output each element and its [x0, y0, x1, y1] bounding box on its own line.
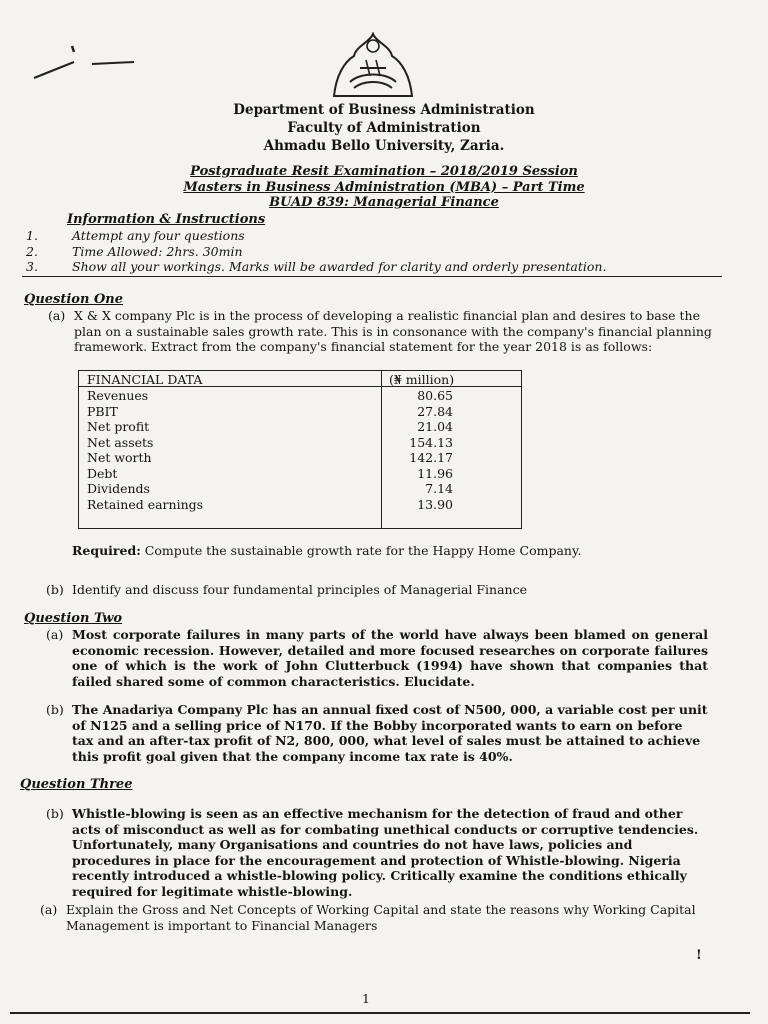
course-title: BUAD 839: Managerial Finance [269, 195, 499, 210]
instructions-list [26, 228, 606, 275]
q1-part-b [46, 582, 722, 598]
q2-b-text: The Anadariya Company Plc has an annual fixed cost of N500, 000, a variable cost per unit of N125 and a selling price of N170. If the Bobby incorporated wants to earn on before tax and an after-tax profit of N2, 800, 000, what level of sales must be attained to achieve this profit goal given that the company income tax rate is 40%. [72, 702, 708, 764]
q3-part-a [40, 902, 708, 933]
table-row: Revenues 80.65 [87, 388, 453, 403]
instruction-item: 3. Show all your workings. Marks will be awarded for clarity and orderly presentation. [26, 259, 607, 274]
university-logo [330, 32, 416, 100]
institution-header [0, 101, 768, 155]
q2-part-a [46, 627, 708, 689]
exam-details [0, 164, 768, 211]
col-financial-data: FINANCIAL DATA [87, 372, 203, 387]
q3-b-text: Whistle-blowing is seen as an effective mechanism for the detection of fraud and other acts of misconduct as well as for combating unethical conducts or corruptive tendencies. Unfortunately, many Organisations and countries do not have laws, policies and procedures in place for the encouragement and protection of Whistle-blowing. Nigeria recently introduced a whistle-blowing policy. Critically examine the conditions ethically required for legitimate whistle-blowing. [72, 806, 699, 899]
q3-part-b [46, 806, 708, 899]
department-name: Department of Business Administration [233, 102, 535, 118]
instruction-item: 1. Attempt any four questions [26, 228, 245, 243]
table-row: Retained earnings 13.90 [87, 496, 453, 512]
required-text: Compute the sustainable growth rate for the Happy Home Company. [144, 543, 582, 558]
q3-b-label: (b) [46, 806, 64, 821]
required-label: Required: [72, 543, 141, 558]
financial-data-table [78, 370, 522, 529]
university-name: Ahmadu Bello University, Zaria. [263, 138, 505, 154]
q1-b-text: Identify and discuss four fundamental principles of Managerial Finance [72, 582, 528, 597]
col-million: (₦ million) [389, 372, 455, 387]
table-header [79, 371, 521, 387]
q1-required [72, 543, 722, 559]
faculty-name: Faculty of Administration [287, 120, 481, 136]
q3-a-text: Explain the Gross and Net Concepts of Working Capital and state the reasons why Working Capital Management is important to Financial Managers [66, 902, 696, 933]
question-one-heading: Question One [24, 292, 124, 307]
pen-scribble [30, 40, 140, 85]
programme-name: Masters in Business Administration (MBA) – Part Time [183, 179, 585, 195]
q1-b-label: (b) [46, 582, 64, 597]
q2-part-b [46, 702, 708, 764]
q1-a-text: X & X company Plc is in the process of developing a realistic financial plan and desires to base the plan on a sustainable sales growth rate. This is in consonance with the company's financial planning framework. Extract from the company's financial statement for the year 2018 is as follows: [74, 308, 712, 354]
question-three-heading: Question Three [20, 777, 133, 792]
table-row: Debt 11.96 [87, 465, 453, 481]
q2-b-label: (b) [46, 702, 64, 717]
table-row: Net assets 154.13 [87, 434, 453, 450]
table-row: Net profit 21.04 [87, 419, 453, 434]
question-two-heading: Question Two [24, 611, 123, 626]
q2-a-text: Most corporate failures in many parts of the world have always been blamed on general economic recession. However, detailed and more focused researches on corporate failures one of which is the work of John Clutterbuck (1994) have shown that companies that failed shared some of common characteristics. Elucidate. [72, 627, 708, 689]
table-row: PBIT 27.84 [87, 403, 453, 419]
margin-mark: ! [696, 948, 702, 963]
page-number: 1 [362, 991, 370, 1006]
bottom-divider [10, 1012, 750, 1014]
instruction-item: 2. Time Allowed: 2hrs. 30min [26, 243, 243, 259]
instructions-title: Information & Instructions [67, 212, 266, 227]
exam-session: Postgraduate Resit Examination – 2018/2019 Session [190, 164, 578, 179]
q3-a-label: (a) [40, 902, 58, 917]
section-divider [22, 276, 722, 277]
table-row: Net worth 142.17 [87, 450, 453, 465]
table-row: Dividends 7.14 [87, 481, 453, 496]
q2-a-label: (a) [46, 627, 64, 642]
q1-part-a [48, 308, 724, 355]
q1-a-label: (a) [48, 308, 66, 323]
